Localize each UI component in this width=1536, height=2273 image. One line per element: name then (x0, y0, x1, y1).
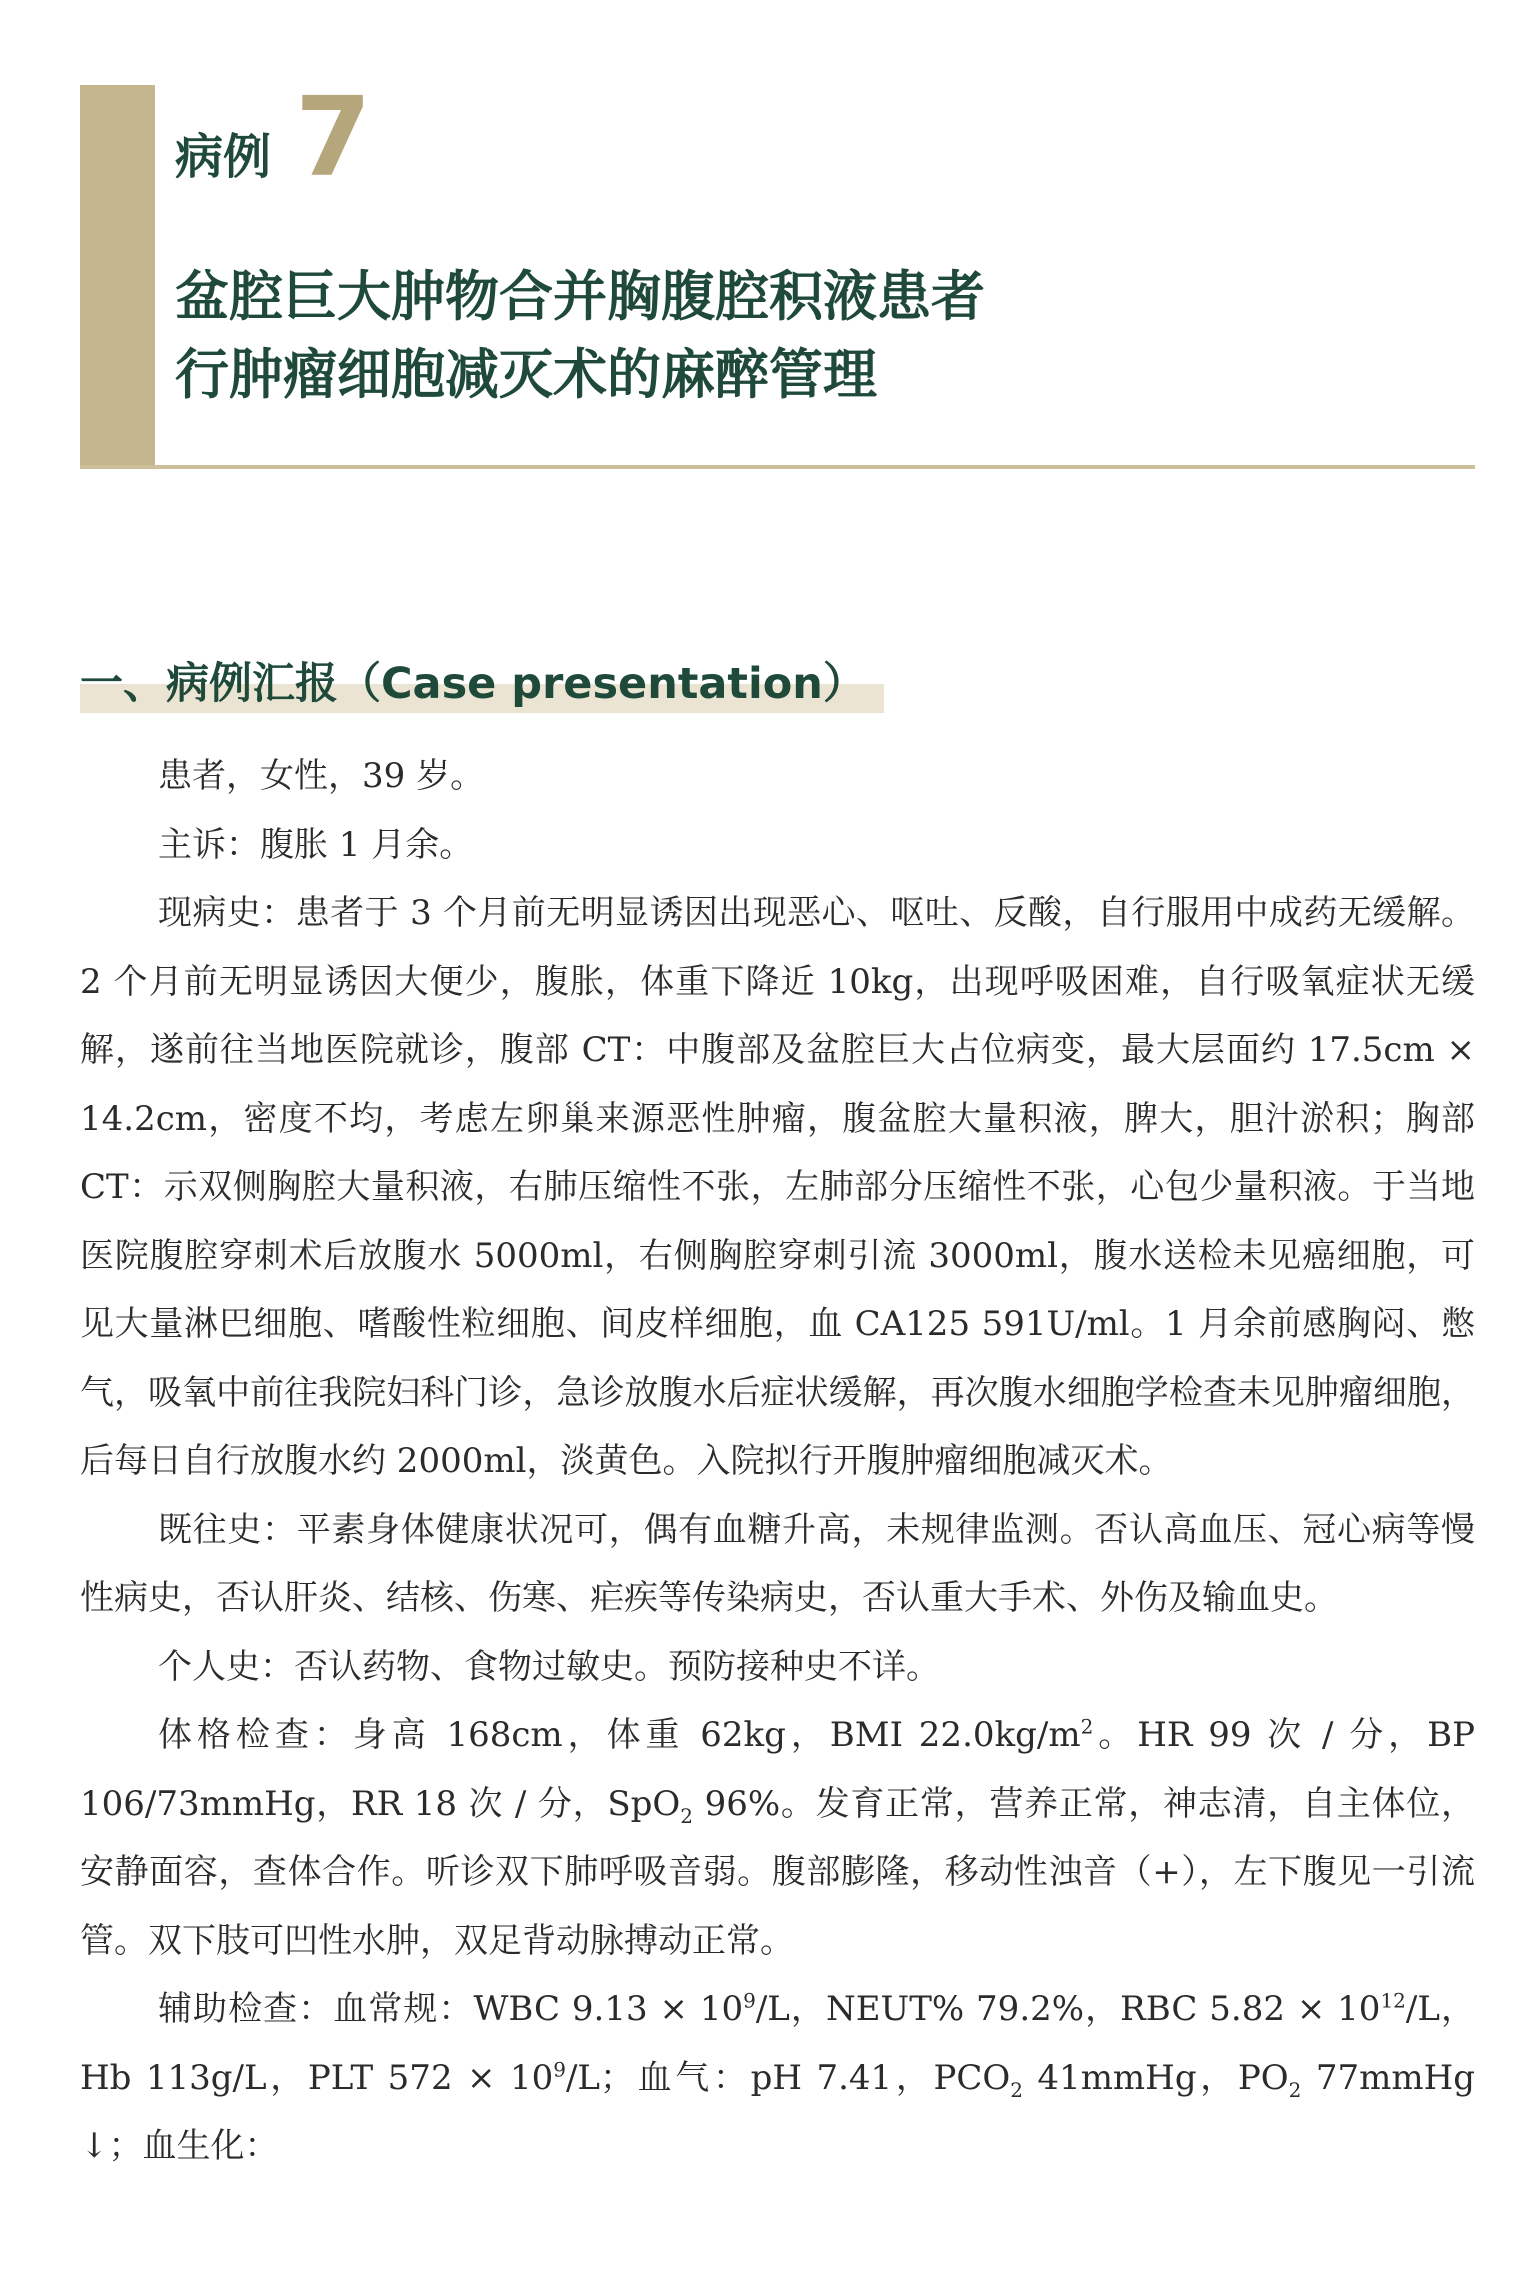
case-body-text (80, 742, 1475, 2181)
paragraph-patient-info: 患者，女性，39 岁。 (158, 756, 485, 796)
header-accent-bar (80, 85, 155, 465)
case-label: 病例 (175, 129, 272, 185)
section-heading: 一、病例汇报（Case presentation） (80, 655, 884, 713)
aux-sub-1: 2 (1010, 2077, 1023, 2102)
exam-text-c: 96%。发育正常，营养正常，神志清，自主体位，安静面容，查体合作。听诊双下肺呼吸音弱。腹部膨隆，移动性浊音（+），左下腹见一引流管。双下肢可凹性水肿，双足背动脉搏动正常。 (80, 1783, 1475, 1961)
exam-sup-1: 2 (1080, 1714, 1094, 1739)
exam-text-a: 体格检查：身高 168cm，体重 62kg，BMI 22.0kg/m (158, 1715, 1081, 1755)
chapter-title-line-2: 行肿瘤细胞减灭术的麻醉管理 (175, 343, 877, 406)
paragraph-present-illness: 现病史：患者于 3 个月前无明显诱因出现恶心、呕吐、反酸，自行服用中成药无缓解。2 个月前无明显诱因大便少，腹胀，体重下降近 10kg，出现呼吸困难，自行吸氧症状无缓解，遂前往当地医院就诊，腹部 CT：中腹部及盆腔巨大占位病变，最大层面约 17.5cm × 14.2cm，密度不均，考虑左卵巢来源恶性肿瘤，腹盆腔大量积液，脾大，胆汁淤积；胸部 CT：示双侧胸腔大量积液，右肺压缩性不张，左肺部分压缩性不张，心包少量积液。于当地医院腹腔穿刺术后放腹水 5000ml，右侧胸腔穿刺引流 3000ml，腹水送检未见癌细胞，可见大量淋巴细胞、嗜酸性粒细胞、间皮样细胞，血 CA125 591U/ml。1 月余前感胸闷、憋气，吸氧中前往我院妇科门诊，急诊放腹水后症状缓解，再次腹水细胞学检查未见肿瘤细胞，后每日自行放腹水约 2000ml，淡黄色。入院拟行开腹肿瘤细胞减灭术。 (80, 893, 1475, 1481)
aux-text-e: 41mmHg，PO (1022, 2057, 1289, 2098)
aux-text-f: 77mmHg ↓；血生化： (80, 2057, 1475, 2166)
chapter-title-line-1: 盆腔巨大肿物合并胸腹腔积液患者 (175, 265, 985, 328)
aux-sup-3: 9 (553, 2057, 566, 2082)
aux-sub-2: 2 (1288, 2077, 1302, 2102)
exam-text-b: 。HR 99 次 / 分，BP 106/73mmHg，RR 18 次 / 分，SpO (80, 1715, 1476, 1824)
exam-sub-1: 2 (680, 1803, 694, 1828)
aux-sup-1: 9 (743, 1988, 756, 2013)
paragraph-chief-complaint: 主诉：腹胀 1 月余。 (158, 824, 474, 865)
paragraph-physical-exam (80, 1701, 1475, 1975)
paragraph-personal-history: 个人史：否认药物、食物过敏史。预防接种史不详。 (158, 1646, 940, 1687)
case-number: 7 (295, 73, 372, 201)
aux-text-c: /L，Hb 113g/L，PLT 572 × 10 (80, 1989, 1475, 2098)
paragraph-auxiliary-exam (80, 1975, 1475, 2181)
aux-text-d: /L；血气：pH 7.41，PCO (565, 2057, 1011, 2098)
aux-text-b: /L，NEUT% 79.2%，RBC 5.82 × 10 (755, 1989, 1381, 2029)
paragraph-past-history: 既往史：平素身体健康状况可，偶有血糖升高，未规律监测。否认高血压、冠心病等慢性病史，否认肝炎、结核、伤寒、疟疾等传染病史，否认重大手术、外伤及输血史。 (80, 1509, 1475, 1618)
aux-sup-2: 12 (1380, 1988, 1406, 2013)
aux-text-a: 辅助检查：血常规：WBC 9.13 × 10 (158, 1989, 744, 2029)
